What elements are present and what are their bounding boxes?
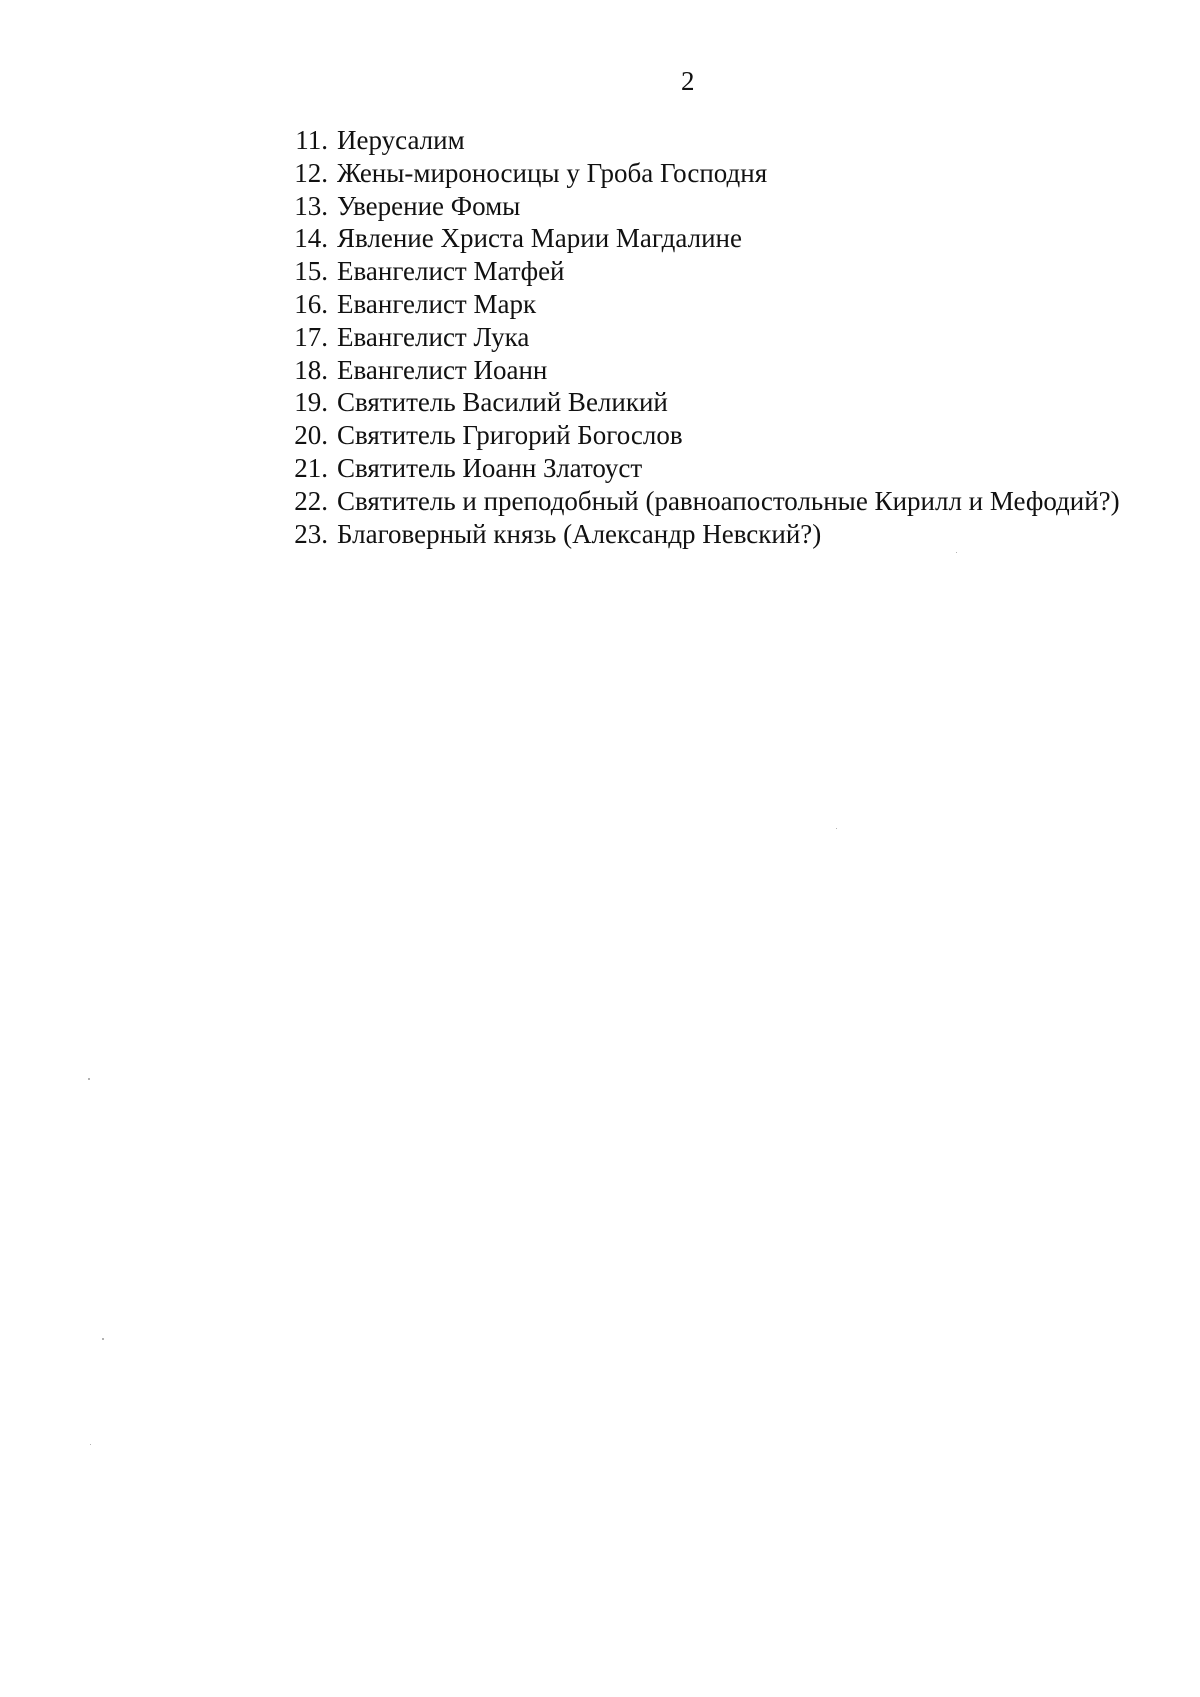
item-number: 12.	[294, 157, 328, 188]
item-text: Евангелист Марк	[337, 288, 537, 319]
item-number: 23.	[294, 518, 328, 549]
item-text: Евангелист Матфей	[337, 256, 565, 287]
list-item	[290, 255, 1120, 288]
list-item	[290, 452, 1120, 485]
item-number: 19.	[294, 387, 328, 418]
scan-speck	[102, 1338, 104, 1340]
item-text: Явление Христа Марии Магдалине	[337, 223, 742, 254]
item-text: Евангелист Иоанн	[337, 354, 548, 385]
list-item	[290, 222, 1120, 255]
list-item	[290, 419, 1120, 452]
list-item	[290, 157, 1120, 190]
list-item	[290, 288, 1120, 321]
item-number: 14.	[294, 223, 328, 254]
item-number: 21.	[294, 452, 328, 483]
item-text: Евангелист Лука	[337, 321, 530, 352]
item-text: Жены-мироносицы у Гроба Господня	[337, 157, 768, 188]
item-text: Иерусалим	[337, 125, 465, 155]
list-item	[290, 190, 1120, 223]
item-text: Святитель Григорий Богослов	[337, 420, 683, 451]
item-text: Уверение Фомы	[337, 190, 521, 221]
item-number: 11.	[295, 125, 328, 155]
list-item	[290, 518, 1120, 551]
item-text: Святитель Василий Великий	[337, 387, 668, 418]
item-number: 16.	[294, 288, 328, 319]
list-item	[290, 321, 1120, 354]
item-number: 17.	[294, 321, 328, 352]
item-number: 18.	[294, 354, 328, 385]
scan-speck	[836, 828, 837, 829]
list-item	[290, 124, 1120, 157]
item-number: 15.	[294, 256, 328, 287]
item-text: Святитель Иоанн Златоуст	[337, 452, 643, 483]
page-number: 2	[681, 66, 695, 96]
item-number: 13.	[294, 190, 328, 221]
list-item	[290, 386, 1120, 419]
item-number: 20.	[294, 420, 328, 451]
item-text: Благоверный князь (Александр Невский?)	[337, 518, 822, 549]
item-text: Святитель и преподобный (равноапостольные Кирилл и Мефодий?)	[337, 485, 1120, 516]
scan-speck	[88, 1078, 90, 1080]
item-number: 22.	[294, 485, 328, 516]
scan-speck	[90, 1444, 91, 1445]
list-item	[290, 354, 1120, 387]
item-list	[290, 124, 1120, 550]
list-item	[290, 485, 1120, 518]
scan-speck	[956, 552, 957, 553]
